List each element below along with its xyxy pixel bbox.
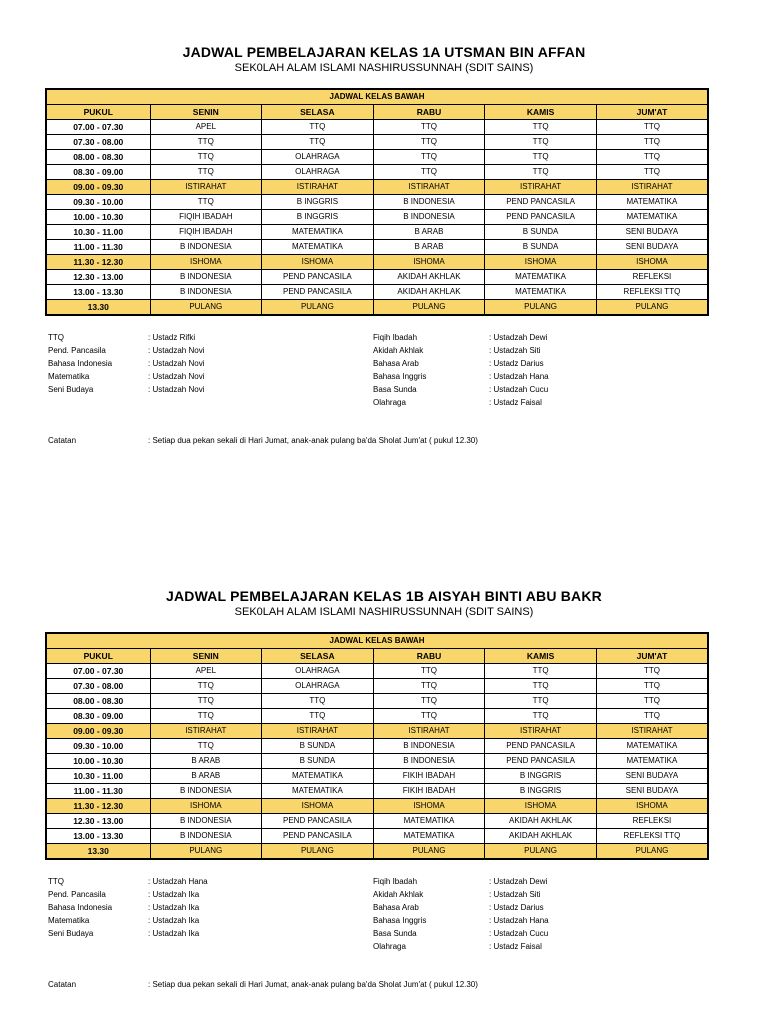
subject-cell: TTQ	[596, 709, 708, 724]
teacher-row	[48, 914, 208, 927]
subject-cell: B INDONESIA	[373, 739, 485, 754]
teacher-name: : Ustadzah Ika	[148, 929, 200, 938]
table-row	[46, 120, 708, 135]
column-header: JUM'AT	[596, 105, 708, 120]
schedule-table	[45, 88, 709, 316]
teacher-name: : Ustadz Faisal	[489, 398, 542, 407]
subject-cell: FIQIH IBADAH	[150, 225, 262, 240]
table-row	[46, 679, 708, 694]
subject-cell: B INDONESIA	[150, 829, 262, 844]
table-row	[46, 285, 708, 300]
subject-cell: TTQ	[373, 694, 485, 709]
teacher-list-left	[48, 331, 204, 396]
subject-cell: TTQ	[373, 150, 485, 165]
subject-cell: ISHOMA	[373, 799, 485, 814]
subject-name: Fiqih Ibadah	[373, 333, 418, 342]
teacher-list-right	[373, 875, 549, 953]
table-row	[46, 694, 708, 709]
subject-cell: TTQ	[596, 679, 708, 694]
subject-cell: TTQ	[373, 120, 485, 135]
subject-cell: TTQ	[485, 165, 597, 180]
subject-cell: MATEMATIKA	[596, 195, 708, 210]
teacher-list-right	[373, 331, 549, 409]
note-text: : Setiap dua pekan sekali di Hari Jumat, anak-anak pulang ba'da Sholat Jum'at ( pukul 12.30)	[148, 980, 478, 989]
time-cell: 07.00 - 07.30	[46, 664, 150, 679]
subject-cell: FIQIH IBADAH	[150, 210, 262, 225]
subject-cell: PEND PANCASILA	[485, 739, 597, 754]
teacher-name: : Ustadzah Ika	[148, 890, 200, 899]
table-row	[46, 135, 708, 150]
subject-cell: PEND PANCASILA	[485, 210, 597, 225]
teacher-name: : Ustadzah Novi	[148, 346, 205, 355]
table-row	[46, 300, 708, 316]
subject-cell: ISHOMA	[485, 799, 597, 814]
subject-cell: TTQ	[596, 120, 708, 135]
teacher-name: : Ustadzah Siti	[489, 890, 541, 899]
table-row	[46, 754, 708, 769]
time-cell: 11.00 - 11.30	[46, 784, 150, 799]
subject-cell: TTQ	[596, 694, 708, 709]
teacher-name: : Ustadzah Hana	[148, 877, 208, 886]
subject-cell: TTQ	[596, 664, 708, 679]
subject-name: Bahasa Arab	[373, 903, 419, 912]
subject-cell: MATEMATIKA	[373, 814, 485, 829]
subject-cell: FIKIH IBADAH	[373, 769, 485, 784]
subject-cell: TTQ	[150, 679, 262, 694]
subject-cell: B INDONESIA	[150, 270, 262, 285]
teacher-list-left	[48, 875, 208, 940]
time-cell: 08.00 - 08.30	[46, 150, 150, 165]
subject-name: Matematika	[48, 372, 90, 381]
subject-cell: B INGGRIS	[485, 769, 597, 784]
table-row	[46, 270, 708, 285]
subject-cell: TTQ	[596, 135, 708, 150]
subject-cell: B SUNDA	[262, 739, 374, 754]
subject-name: Seni Budaya	[48, 929, 94, 938]
subject-cell: ISTIRAHAT	[150, 180, 262, 195]
school-subtitle: SEK0LAH ALAM ISLAMI NASHIRUSSUNNAH (SDIT SAINS)	[234, 606, 534, 618]
column-header: SELASA	[262, 649, 374, 664]
subject-cell: B INDONESIA	[373, 195, 485, 210]
subject-cell: ISHOMA	[596, 255, 708, 270]
table-row	[46, 709, 708, 724]
time-cell: 08.00 - 08.30	[46, 694, 150, 709]
teacher-name: : Ustadzah Dewi	[489, 877, 548, 886]
time-cell: 13.30	[46, 300, 150, 316]
table-banner: JADWAL KELAS BAWAH	[46, 89, 708, 105]
subject-cell: FIKIH IBADAH	[373, 784, 485, 799]
subject-cell: PULANG	[150, 844, 262, 860]
subject-cell: PEND PANCASILA	[485, 195, 597, 210]
teacher-row	[373, 875, 549, 888]
time-cell: 11.30 - 12.30	[46, 255, 150, 270]
table-banner-row	[46, 633, 708, 649]
schedule-1a	[0, 43, 768, 445]
subject-name: Basa Sunda	[373, 929, 417, 938]
subject-cell: MATEMATIKA	[262, 784, 374, 799]
column-header: RABU	[373, 105, 485, 120]
subject-cell: ISTIRAHAT	[262, 180, 374, 195]
subject-cell: OLAHRAGA	[262, 664, 374, 679]
subject-cell: PEND PANCASILA	[485, 754, 597, 769]
subject-cell: B SUNDA	[485, 225, 597, 240]
subject-cell: TTQ	[262, 694, 374, 709]
subject-cell: PULANG	[596, 300, 708, 316]
column-header: RABU	[373, 649, 485, 664]
time-cell: 10.00 - 10.30	[46, 210, 150, 225]
subject-cell: APEL	[150, 120, 262, 135]
subject-cell: TTQ	[485, 120, 597, 135]
subject-name: Akidah Akhlak	[373, 346, 424, 355]
subject-cell: B INDONESIA	[150, 285, 262, 300]
teacher-row	[48, 383, 204, 396]
table-row	[46, 784, 708, 799]
teacher-row	[48, 875, 208, 888]
teacher-row	[373, 383, 549, 396]
subject-cell: AKIDAH AKHLAK	[485, 814, 597, 829]
teacher-row	[48, 344, 204, 357]
subject-cell: B ARAB	[373, 225, 485, 240]
table-row	[46, 769, 708, 784]
subject-cell: B ARAB	[150, 754, 262, 769]
subject-cell: REFLEKSI	[596, 270, 708, 285]
subject-name: Pend. Pancasila	[48, 890, 106, 899]
subject-cell: ISTIRAHAT	[485, 724, 597, 739]
subject-cell: TTQ	[373, 135, 485, 150]
subject-cell: REFLEKSI TTQ	[596, 285, 708, 300]
subject-cell: MATEMATIKA	[485, 285, 597, 300]
subject-cell: B INGGRIS	[485, 784, 597, 799]
teacher-name: : Ustadzah Hana	[489, 916, 549, 925]
subject-cell: ISHOMA	[262, 799, 374, 814]
subject-cell: MATEMATIKA	[262, 769, 374, 784]
subject-cell: ISHOMA	[485, 255, 597, 270]
subject-cell: OLAHRAGA	[262, 679, 374, 694]
subject-cell: SENI BUDAYA	[596, 769, 708, 784]
subject-name: Basa Sunda	[373, 385, 417, 394]
time-cell: 12.30 - 13.00	[46, 270, 150, 285]
time-cell: 13.00 - 13.30	[46, 829, 150, 844]
table-row	[46, 799, 708, 814]
time-cell: 12.30 - 13.00	[46, 814, 150, 829]
teacher-name: : Ustadzah Hana	[489, 372, 549, 381]
time-cell: 09.00 - 09.30	[46, 724, 150, 739]
table-row	[46, 195, 708, 210]
note-label: Catatan	[48, 980, 77, 989]
subject-name: Bahasa Arab	[373, 359, 419, 368]
subject-cell: PEND PANCASILA	[262, 829, 374, 844]
schedule-title: JADWAL PEMBELAJARAN KELAS 1B AISYAH BINTI ABU BAKR	[165, 588, 602, 604]
subject-cell: ISTIRAHAT	[373, 180, 485, 195]
table-banner: JADWAL KELAS BAWAH	[46, 633, 708, 649]
subject-cell: MATEMATIKA	[485, 270, 597, 285]
teacher-row	[373, 370, 549, 383]
table-row	[46, 180, 708, 195]
subject-cell: B ARAB	[373, 240, 485, 255]
table-row	[46, 664, 708, 679]
teacher-name: : Ustadzah Cucu	[489, 929, 549, 938]
subject-cell: AKIDAH AKHLAK	[373, 285, 485, 300]
teacher-row	[373, 344, 549, 357]
subject-cell: ISHOMA	[596, 799, 708, 814]
teacher-row	[373, 901, 549, 914]
subject-cell: TTQ	[596, 165, 708, 180]
table-row	[46, 829, 708, 844]
subject-cell: PULANG	[485, 300, 597, 316]
subject-name: TTQ	[48, 877, 64, 886]
subject-name: Seni Budaya	[48, 385, 94, 394]
schedule-1b	[0, 587, 768, 989]
table-row	[46, 150, 708, 165]
time-cell: 08.30 - 09.00	[46, 709, 150, 724]
subject-cell: ISHOMA	[373, 255, 485, 270]
teacher-row	[373, 927, 549, 940]
time-cell: 13.00 - 13.30	[46, 285, 150, 300]
subject-name: Bahasa Inggris	[373, 916, 427, 925]
subject-cell: TTQ	[485, 664, 597, 679]
subject-cell: ISHOMA	[262, 255, 374, 270]
subject-cell: PULANG	[596, 844, 708, 860]
subject-cell: ISHOMA	[150, 799, 262, 814]
subject-cell: APEL	[150, 664, 262, 679]
subject-cell: TTQ	[596, 150, 708, 165]
subject-cell: MATEMATIKA	[596, 754, 708, 769]
subject-cell: SENI BUDAYA	[596, 784, 708, 799]
teacher-row	[373, 396, 549, 409]
subject-cell: PULANG	[262, 844, 374, 860]
subject-cell: AKIDAH AKHLAK	[485, 829, 597, 844]
subject-cell: PULANG	[373, 300, 485, 316]
subject-cell: ISTIRAHAT	[596, 724, 708, 739]
table-row	[46, 844, 708, 860]
teacher-name: : Ustadzah Novi	[148, 372, 205, 381]
teacher-name: : Ustadzah Cucu	[489, 385, 549, 394]
subject-cell: TTQ	[485, 709, 597, 724]
column-header: PUKUL	[46, 105, 150, 120]
subject-cell: MATEMATIKA	[596, 210, 708, 225]
subject-cell: PEND PANCASILA	[262, 285, 374, 300]
subject-cell: B INDONESIA	[150, 784, 262, 799]
subject-cell: B INGGRIS	[262, 210, 374, 225]
time-cell: 09.30 - 10.00	[46, 739, 150, 754]
teacher-name: : Ustadz Faisal	[489, 942, 542, 951]
subject-cell: TTQ	[373, 709, 485, 724]
subject-cell: B INDONESIA	[150, 240, 262, 255]
school-subtitle: SEK0LAH ALAM ISLAMI NASHIRUSSUNNAH (SDIT SAINS)	[234, 62, 534, 74]
note-label: Catatan	[48, 436, 77, 445]
subject-cell: PEND PANCASILA	[262, 270, 374, 285]
time-cell: 07.00 - 07.30	[46, 120, 150, 135]
subject-cell: SENI BUDAYA	[596, 225, 708, 240]
subject-cell: TTQ	[485, 694, 597, 709]
subject-cell: B INDONESIA	[150, 814, 262, 829]
subject-cell: PULANG	[485, 844, 597, 860]
subject-cell: TTQ	[150, 195, 262, 210]
teacher-row	[48, 888, 208, 901]
subject-cell: B INGGRIS	[262, 195, 374, 210]
teacher-row	[373, 914, 549, 927]
teacher-name: : Ustadzah Ika	[148, 916, 200, 925]
time-cell: 11.30 - 12.30	[46, 799, 150, 814]
subject-cell: AKIDAH AKHLAK	[373, 270, 485, 285]
note	[48, 436, 478, 445]
subject-cell: ISTIRAHAT	[485, 180, 597, 195]
subject-cell: TTQ	[373, 664, 485, 679]
subject-cell: TTQ	[150, 135, 262, 150]
subject-cell: B SUNDA	[262, 754, 374, 769]
schedule-title: JADWAL PEMBELAJARAN KELAS 1A UTSMAN BIN AFFAN	[182, 44, 586, 60]
time-cell: 10.30 - 11.00	[46, 769, 150, 784]
subject-name: Bahasa Inggris	[373, 372, 427, 381]
teacher-row	[48, 331, 204, 344]
subject-cell: TTQ	[373, 679, 485, 694]
schedule-table	[45, 632, 709, 860]
subject-name: Fiqih Ibadah	[373, 877, 418, 886]
subject-cell: ISTIRAHAT	[373, 724, 485, 739]
column-header: KAMIS	[485, 649, 597, 664]
teacher-name: : Ustadz Darius	[489, 903, 544, 912]
subject-cell: B INDONESIA	[373, 754, 485, 769]
teacher-name: : Ustadz Darius	[489, 359, 544, 368]
column-header: SELASA	[262, 105, 374, 120]
subject-name: Pend. Pancasila	[48, 346, 106, 355]
teacher-row	[48, 901, 208, 914]
table-row	[46, 210, 708, 225]
table-row	[46, 225, 708, 240]
subject-cell: ISHOMA	[150, 255, 262, 270]
column-header: JUM'AT	[596, 649, 708, 664]
teacher-row	[373, 888, 549, 901]
subject-cell: REFLEKSI	[596, 814, 708, 829]
teacher-row	[48, 370, 204, 383]
time-cell: 07.30 - 08.00	[46, 679, 150, 694]
subject-cell: TTQ	[150, 739, 262, 754]
subject-cell: PULANG	[373, 844, 485, 860]
subject-cell: ISTIRAHAT	[262, 724, 374, 739]
subject-cell: MATEMATIKA	[262, 225, 374, 240]
subject-cell: TTQ	[262, 709, 374, 724]
subject-name: Matematika	[48, 916, 90, 925]
subject-cell: PULANG	[150, 300, 262, 316]
subject-cell: PEND PANCASILA	[262, 814, 374, 829]
subject-cell: OLAHRAGA	[262, 165, 374, 180]
teacher-name: : Ustadz Rifki	[148, 333, 196, 342]
time-cell: 10.30 - 11.00	[46, 225, 150, 240]
subject-name: Bahasa Indonesia	[48, 359, 113, 368]
subject-cell: TTQ	[262, 120, 374, 135]
table-row	[46, 240, 708, 255]
teacher-name: : Ustadzah Siti	[489, 346, 541, 355]
column-header: KAMIS	[485, 105, 597, 120]
column-header: PUKUL	[46, 649, 150, 664]
table-row	[46, 739, 708, 754]
subject-name: Bahasa Indonesia	[48, 903, 113, 912]
subject-name: Olahraga	[373, 942, 406, 951]
time-cell: 13.30	[46, 844, 150, 860]
subject-name: TTQ	[48, 333, 64, 342]
teacher-name: : Ustadzah Novi	[148, 359, 205, 368]
time-cell: 11.00 - 11.30	[46, 240, 150, 255]
subject-cell: B ARAB	[150, 769, 262, 784]
table-row	[46, 724, 708, 739]
header-row	[46, 105, 708, 120]
time-cell: 09.00 - 09.30	[46, 180, 150, 195]
note	[48, 980, 478, 989]
time-cell: 09.30 - 10.00	[46, 195, 150, 210]
time-cell: 08.30 - 09.00	[46, 165, 150, 180]
note-text: : Setiap dua pekan sekali di Hari Jumat, anak-anak pulang ba'da Sholat Jum'at ( pukul 12.30)	[148, 436, 478, 445]
column-header: SENIN	[150, 105, 262, 120]
subject-cell: TTQ	[150, 150, 262, 165]
teacher-name: : Ustadzah Ika	[148, 903, 200, 912]
teacher-name: : Ustadzah Dewi	[489, 333, 548, 342]
subject-cell: TTQ	[485, 150, 597, 165]
subject-cell: TTQ	[150, 165, 262, 180]
subject-cell: TTQ	[150, 709, 262, 724]
subject-cell: B INDONESIA	[373, 210, 485, 225]
subject-cell: MATEMATIKA	[373, 829, 485, 844]
time-cell: 07.30 - 08.00	[46, 135, 150, 150]
subject-cell: ISTIRAHAT	[596, 180, 708, 195]
subject-cell: TTQ	[485, 679, 597, 694]
table-banner-row	[46, 89, 708, 105]
subject-cell: PULANG	[262, 300, 374, 316]
teacher-row	[48, 927, 208, 940]
subject-cell: ISTIRAHAT	[150, 724, 262, 739]
subject-cell: OLAHRAGA	[262, 150, 374, 165]
teacher-name: : Ustadzah Novi	[148, 385, 205, 394]
subject-cell: MATEMATIKA	[596, 739, 708, 754]
subject-cell: MATEMATIKA	[262, 240, 374, 255]
table-row	[46, 814, 708, 829]
column-header: SENIN	[150, 649, 262, 664]
subject-cell: SENI BUDAYA	[596, 240, 708, 255]
teacher-row	[373, 357, 549, 370]
teacher-row	[373, 940, 549, 953]
subject-cell: TTQ	[150, 694, 262, 709]
subject-cell: TTQ	[485, 135, 597, 150]
header-row	[46, 649, 708, 664]
subject-name: Olahraga	[373, 398, 406, 407]
table-row	[46, 255, 708, 270]
subject-cell: REFLEKSI TTQ	[596, 829, 708, 844]
teacher-row	[373, 331, 549, 344]
subject-cell: B SUNDA	[485, 240, 597, 255]
table-row	[46, 165, 708, 180]
time-cell: 10.00 - 10.30	[46, 754, 150, 769]
subject-name: Akidah Akhlak	[373, 890, 424, 899]
subject-cell: TTQ	[262, 135, 374, 150]
teacher-row	[48, 357, 204, 370]
subject-cell: TTQ	[373, 165, 485, 180]
